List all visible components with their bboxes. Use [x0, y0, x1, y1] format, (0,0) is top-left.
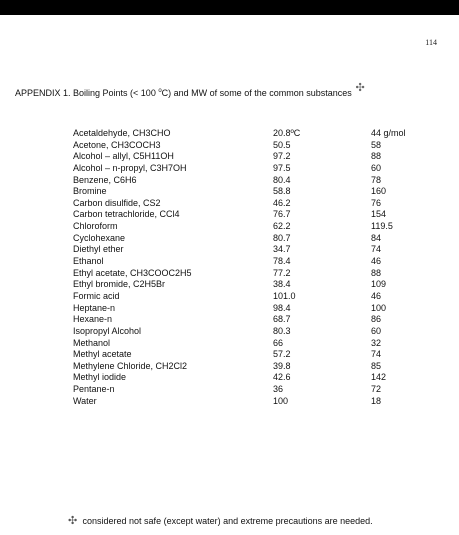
table-row	[73, 314, 433, 326]
boiling-point: 50.5	[273, 139, 291, 150]
substance-name: Hexane-n	[73, 314, 113, 325]
molecular-weight: 142	[371, 372, 387, 383]
cross-mark-icon: ✣	[68, 515, 78, 527]
substance-name: Methanol	[73, 337, 111, 348]
boiling-point: 78.4	[273, 256, 291, 267]
molecular-weight: 74	[371, 349, 382, 360]
substance-name: Formic acid	[73, 290, 120, 301]
boiling-point: 77.2	[273, 267, 291, 278]
boiling-point: 39.8	[273, 360, 291, 371]
substance-name: Ethyl bromide, C2H5Br	[73, 279, 166, 290]
molecular-weight: 72	[371, 384, 382, 395]
substance-name: Diethyl ether	[73, 244, 124, 255]
boiling-point: 68.7	[273, 314, 291, 325]
table-row	[73, 175, 433, 187]
substance-name: Carbon disulfide, CS2	[73, 197, 161, 208]
boiling-point: 57.2	[273, 349, 291, 360]
molecular-weight: 88	[371, 267, 382, 278]
molecular-weight: 74	[371, 244, 382, 255]
boiling-point: 80.7	[273, 232, 291, 243]
substance-name: Bromine	[73, 186, 107, 197]
substance-name: Pentane-n	[73, 384, 115, 395]
molecular-weight: 18	[371, 395, 382, 406]
boiling-point: 66	[273, 337, 284, 348]
table-row	[73, 326, 433, 338]
title-prefix: APPENDIX 1. Boiling Points (< 100	[15, 88, 159, 98]
boiling-point: 38.4	[273, 279, 291, 290]
table-row	[73, 256, 433, 268]
substance-name: Alcohol – n-propyl, C3H7OH	[73, 162, 187, 173]
boiling-point: 62.2	[273, 221, 291, 232]
table-row	[73, 361, 433, 373]
molecular-weight: 76	[371, 197, 382, 208]
table-row	[73, 372, 433, 384]
boiling-point: 42.6	[273, 372, 291, 383]
table-row	[73, 128, 433, 140]
molecular-weight: 109	[371, 279, 387, 290]
title-degree-symbol: o	[158, 88, 162, 94]
molecular-weight: 60	[371, 162, 382, 173]
substance-name: Acetaldehyde, CH3CHO	[73, 128, 171, 138]
substance-name: Benzene, C6H6	[73, 174, 137, 185]
table-row	[73, 198, 433, 210]
substance-name: Carbon tetrachloride, CCl4	[73, 209, 180, 220]
table-row	[73, 268, 433, 280]
boiling-point: 100	[273, 395, 289, 406]
molecular-weight: 160	[371, 186, 387, 197]
table-row	[73, 384, 433, 396]
molecular-weight: 58	[371, 139, 382, 150]
table-row	[73, 233, 433, 245]
table-row	[73, 186, 433, 198]
cross-mark-icon: ✣	[355, 82, 365, 94]
boiling-points-table	[73, 128, 433, 407]
footnote	[68, 514, 373, 527]
boiling-point: 101.0	[273, 290, 296, 301]
table-row	[73, 140, 433, 152]
substance-name: Methyl iodide	[73, 372, 127, 383]
table-row	[73, 209, 433, 221]
molecular-weight: 154	[371, 209, 387, 220]
boiling-point: 34.7	[273, 244, 291, 255]
substance-name: Heptane-n	[73, 302, 116, 313]
boiling-point: 46.2	[273, 197, 291, 208]
boiling-point: 20.8ºC	[273, 128, 301, 138]
table-row	[73, 291, 433, 303]
boiling-point: 97.5	[273, 162, 291, 173]
molecular-weight: 86	[371, 314, 382, 325]
molecular-weight: 88	[371, 151, 382, 162]
table-row	[73, 396, 433, 408]
boiling-point: 80.3	[273, 325, 291, 336]
table-row	[73, 338, 433, 350]
substance-name: Acetone, CH3COCH3	[73, 139, 161, 150]
substance-name: Ethyl acetate, CH3COOC2H5	[73, 267, 192, 278]
boiling-point: 36	[273, 384, 284, 395]
boiling-point: 80.4	[273, 174, 291, 185]
table-row	[73, 349, 433, 361]
table-row	[73, 303, 433, 315]
molecular-weight: 44 g/mol	[371, 128, 406, 138]
molecular-weight: 46	[371, 290, 382, 301]
substance-name: Ethanol	[73, 256, 104, 267]
molecular-weight: 100	[371, 302, 387, 313]
substance-name: Isopropyl Alcohol	[73, 325, 142, 336]
boiling-point: 98.4	[273, 302, 291, 313]
top-black-bar	[0, 0, 459, 15]
molecular-weight: 60	[371, 325, 382, 336]
table-row	[73, 151, 433, 163]
molecular-weight: 46	[371, 256, 382, 267]
substance-name: Methyl acetate	[73, 349, 132, 360]
page-number: 114	[425, 38, 437, 47]
molecular-weight: 78	[371, 174, 382, 185]
title-suffix: C) and MW of some of the common substances	[161, 88, 352, 98]
boiling-point: 76.7	[273, 209, 291, 220]
molecular-weight: 119.5	[371, 221, 393, 232]
substance-name: Water	[73, 395, 97, 406]
table-row	[73, 221, 433, 233]
boiling-point: 97.2	[273, 151, 291, 162]
table-row	[73, 244, 433, 256]
molecular-weight: 84	[371, 232, 382, 243]
substance-name: Chloroform	[73, 221, 118, 232]
substance-name: Alcohol – allyl, C5H11OH	[73, 151, 174, 162]
table-row	[73, 279, 433, 291]
molecular-weight: 85	[371, 360, 382, 371]
boiling-point: 58.8	[273, 186, 291, 197]
appendix-title	[15, 82, 365, 98]
substance-name: Cyclohexane	[73, 232, 126, 243]
table-row	[73, 163, 433, 175]
substance-name: Methylene Chloride, CH2Cl2	[73, 360, 188, 371]
footnote-text: considered not safe (except water) and extreme precautions are needed.	[82, 516, 373, 526]
molecular-weight: 32	[371, 337, 382, 348]
